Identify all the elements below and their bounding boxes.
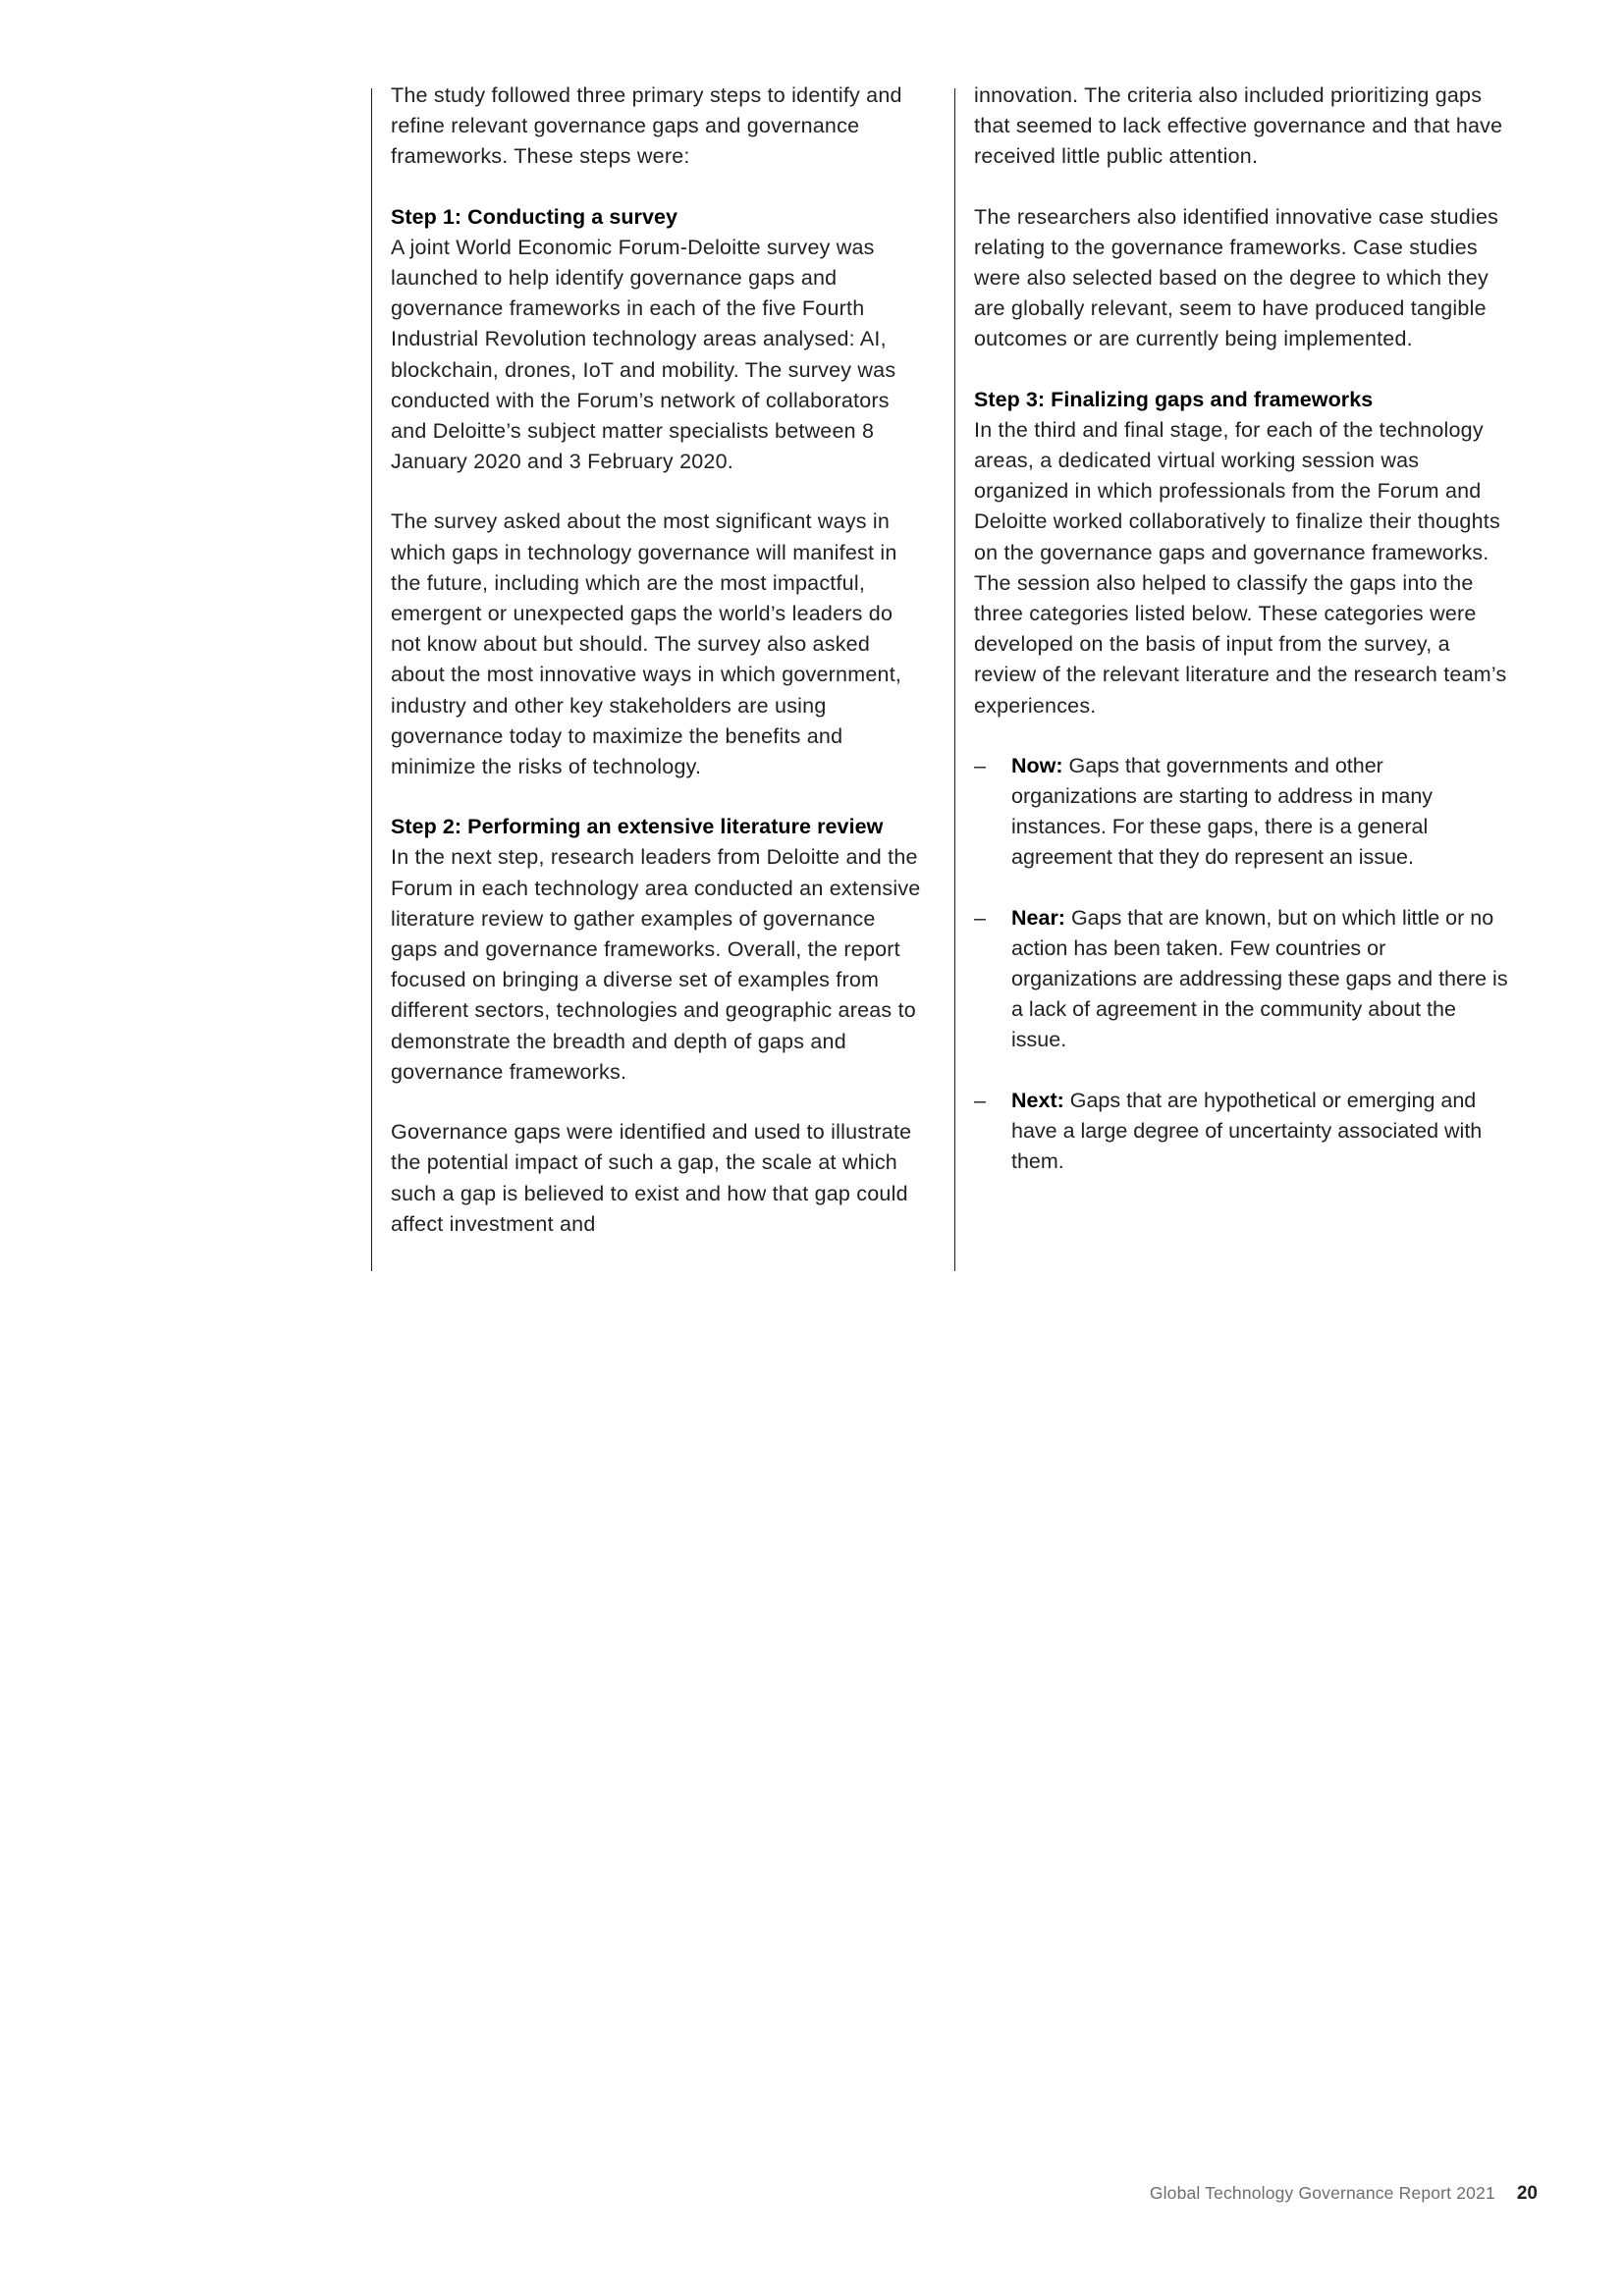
step-2-paragraph: In the next step, research leaders from Deloitte and the Forum in each technology area conducted an extensive literature review to gather examples of governance gaps and governance frameworks. Overall, the report focused on bringing a diverse set of examples from different sectors, technologies and geographic areas to demonstrate the breadth and depth of gaps and governance frameworks. [391, 845, 921, 1084]
gap-categories-list [974, 751, 1510, 1177]
left-text-column [371, 80, 954, 1240]
case-studies-paragraph: The researchers also identified innovative case studies relating to the governance frameworks. Case studies were also selected based on the degree to which they are globally relevant, seem to have produced tangible outcomes or are currently being implemented. [974, 204, 1499, 351]
step-3-paragraph: In the third and final stage, for each of the technology areas, a dedicated virtual working session was organized in which professionals from the Forum and Deloitte worked collaboratively to finalize their thoughts on the governance gaps and governance frameworks. The session also helped to classify the gaps into the three categories listed below. These categories were developed on the basis of input from the survey, a review of the relevant literature and the research team’s experiences. [974, 417, 1507, 718]
step-1-heading: Step 1: Conducting a survey [391, 204, 678, 229]
page-footer [1150, 2182, 1538, 2205]
continuation-paragraph: innovation. The criteria also included prioritizing gaps that seemed to lack effective governance and that have received little public attention. [974, 83, 1503, 169]
category-term-next: Next: [1011, 1088, 1064, 1112]
step-2-heading: Step 2: Performing an extensive literature review [391, 815, 884, 839]
intro-paragraph: The study followed three primary steps to identify and refine relevant governance gaps and governance frameworks. These steps were: [391, 83, 902, 169]
category-description-next: Gaps that are hypothetical or emerging and have a large degree of uncertainty associated with them. [1011, 1088, 1483, 1174]
step-1-paragraph: A joint World Economic Forum-Deloitte survey was launched to help identify governance gaps and governance frameworks in each of the five Fourth Industrial Revolution technology areas analysed: AI, blockchain, drones, IoT and mobility. The survey was conducted with the Forum’s network of collaborators and Deloitte’s subject matter specialists between 8 January 2020 and 3 February 2020. [391, 235, 896, 474]
right-text-column [954, 80, 1538, 1240]
list-item-near [974, 903, 1510, 1056]
survey-description-paragraph: The survey asked about the most significant ways in which gaps in technology governance will manifest in the future, including which are the most impactful, emergent or unexpected gaps the world’s leaders do not know about but should. The survey also asked about the most innovative ways in which government, industry and other key stakeholders are using governance today to maximize the benefits and minimize the risks of technology. [391, 509, 902, 779]
step-3-heading: Step 3: Finalizing gaps and frameworks [974, 387, 1374, 411]
footer-report-title: Global Technology Governance Report 2021 [1149, 2183, 1495, 2203]
dash-bullet-icon: – [974, 1088, 986, 1112]
category-term-now: Now: [1011, 753, 1063, 777]
category-description-near: Gaps that are known, but on which little or no action has been taken. Few countries or organizations are addressing these gaps and there is a lack of agreement in the community about the issue. [1011, 905, 1508, 1052]
list-item-next [974, 1086, 1510, 1178]
list-item-now [974, 751, 1510, 874]
governance-gaps-paragraph: Governance gaps were identified and used to illustrate the potential impact of such a gap, the scale at which such a gap is believed to exist and how that gap could affect investment and [391, 1120, 912, 1236]
dash-bullet-icon: – [974, 905, 986, 930]
category-description-now: Gaps that governments and other organizations are starting to address in many instances. For these gaps, there is a general agreement that they do represent an issue. [1011, 753, 1434, 870]
footer-page-number: 20 [1516, 2183, 1538, 2204]
two-column-body [371, 80, 1538, 1240]
category-term-near: Near: [1011, 905, 1065, 930]
dash-bullet-icon: – [974, 753, 986, 777]
